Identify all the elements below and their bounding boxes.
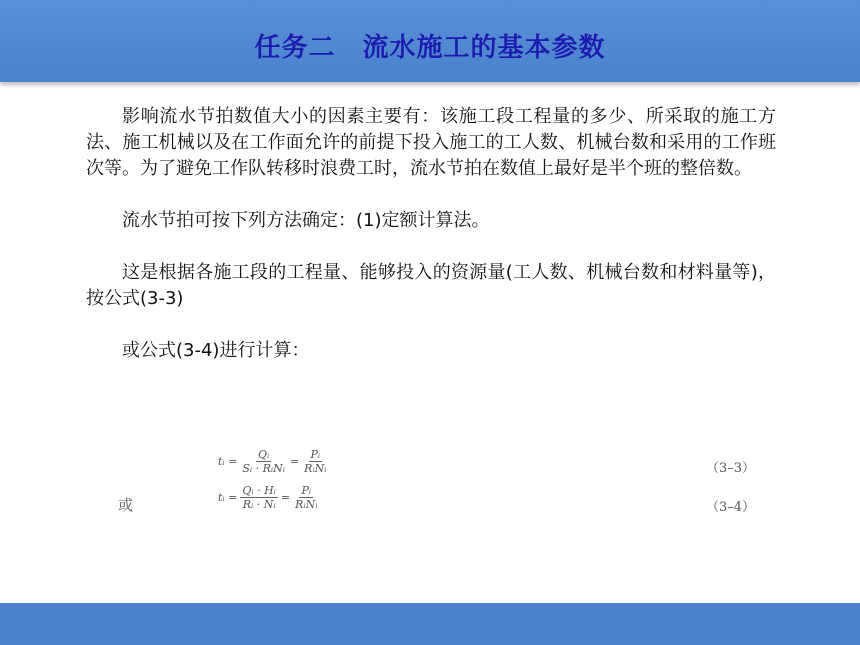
paragraph-formula-intro: 或公式(3-4)进行计算：	[122, 340, 310, 361]
fraction	[240, 484, 278, 511]
numerator: Pᵢ	[301, 484, 312, 497]
formula-image	[118, 448, 758, 528]
numerator: Qᵢ	[258, 448, 270, 461]
equation-number-3-4: （3–4）	[706, 500, 756, 515]
paragraph-quota-method: 这是根据各施工段的工程量、能够投入的资源量(工人数、机械台数和材料量等)，按公式(3-3)	[86, 262, 776, 309]
fraction	[293, 484, 319, 511]
paragraph-methods: 流水节拍可按下列方法确定：(1)定额计算法。	[122, 210, 490, 231]
denominator: Sᵢ · RᵢNᵢ	[242, 462, 285, 475]
formula-3-3	[218, 448, 332, 475]
equals-sign: =	[289, 455, 300, 468]
numerator: Qᵢ · Hᵢ	[242, 484, 276, 497]
equals-sign: =	[280, 491, 291, 504]
paragraph-factors: 影响流水节拍数值大小的因素主要有：该施工段工程量的多少、所采取的施工方法、施工机械以及在工作面允许的前提下投入施工的工人数、机械台数和采用的工作班次等。为了避免工作队转移时浪费工时，流水节拍在数值上最好是半个班的整倍数。	[86, 106, 776, 179]
formula-lhs: tᵢ =	[218, 491, 238, 504]
or-label: 或	[118, 496, 134, 514]
fraction	[240, 448, 287, 475]
footer-bar	[0, 603, 860, 645]
denominator: RᵢNᵢ	[304, 462, 327, 475]
body-text	[86, 104, 776, 390]
formula-3-4	[218, 484, 322, 511]
fraction	[302, 448, 328, 475]
title-bar	[0, 0, 860, 82]
numerator: Pᵢ	[310, 448, 321, 461]
slide-title: 任务二 流水施工的基本参数	[254, 33, 606, 63]
equation-number-3-3: （3–3）	[706, 461, 756, 476]
formula-lhs: tᵢ =	[218, 455, 238, 468]
denominator: Rᵢ · Nᵢ	[242, 498, 276, 511]
denominator: RᵢNᵢ	[295, 498, 318, 511]
